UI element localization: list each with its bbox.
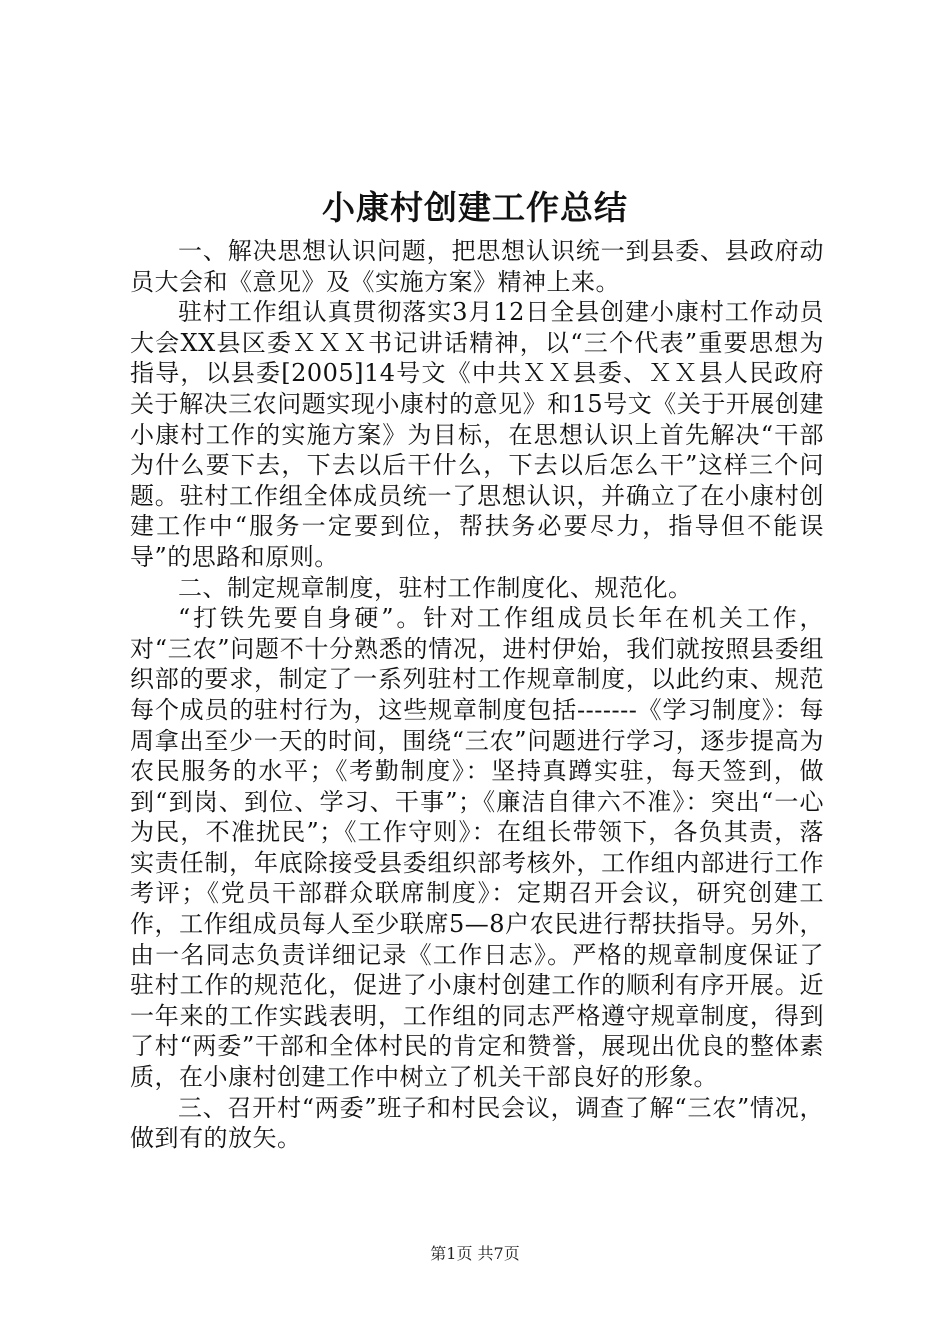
paragraph-2: 驻村工作组认真贯彻落实3月12日全县创建小康村工作动员大会XX县区委ＸＸＸ书记讲话精神，以“三个代表”重要思想为指导，以县委[2005]14号文《中共ＸＸ县委、ＸＸ县人民政府关于解决三农问题实现小康村的意见》和15号文《关于开展创建小康村工作的实施方案》为目标，在思想认识上首先解决“干部为什么要下去，下去以后干什么，下去以后怎么干”这样三个问题。驻村工作组全体成员统一了思想认识，并确立了在小康村创建工作中“服务一定要到位，帮扶务必要尽力，指导但不能误导”的思路和原则。	[130, 298, 824, 571]
paragraph-4: “打铁先要自身硬”。针对工作组成员长年在机关工作，对“三农”问题不十分熟悉的情况，进村伊始，我们就按照县委组织部的要求，制定了一系列驻村工作规章制度，以此约束、规范每个成员的驻村行为，这些规章制度包括-------《学习制度》：每周拿出至少一天的时间，围绕“三农”问题进行学习，逐步提高为农民服务的水平；《考勤制度》：坚持真蹲实驻，每天签到，做到“到岗、到位、学习、干事”；《廉洁自律六不准》：突出“一心为民，不准扰民”；《工作守则》：在组长带领下，各负其责，落实责任制，年底除接受县委组织部考核外，工作组内部进行工作考评；《党员干部群众联席制度》：定期召开会议，研究创建工作，工作组成员每人至少联席5—8户农民进行帮扶指导。另外，由一名同志负责详细记录《工作日志》。严格的规章制度保证了驻村工作的规范化，促进了小康村创建工作的顺利有序开展。近一年来的工作实践表明，工作组的同志严格遵守规章制度，得到了村“两委”干部和全体村民的肯定和赞誉，展现出优良的整体素质，在小康村创建工作中树立了机关干部良好的形象。	[130, 604, 824, 1092]
document-title: 小康村创建工作总结	[322, 188, 628, 227]
document-body	[130, 236, 824, 1154]
paragraph-3: 二、制定规章制度，驻村工作制度化、规范化。	[178, 573, 693, 602]
page-number-footer: 第1页 共7页	[430, 1244, 520, 1263]
paragraph-5: 三、召开村“两委”班子和村民会议，调查了解“三农”情况，做到有的放矢。	[130, 1093, 824, 1153]
paragraph-1: 一、解决思想认识问题，把思想认识统一到县委、县政府动员大会和《意见》及《实施方案》精神上来。	[130, 237, 824, 296]
